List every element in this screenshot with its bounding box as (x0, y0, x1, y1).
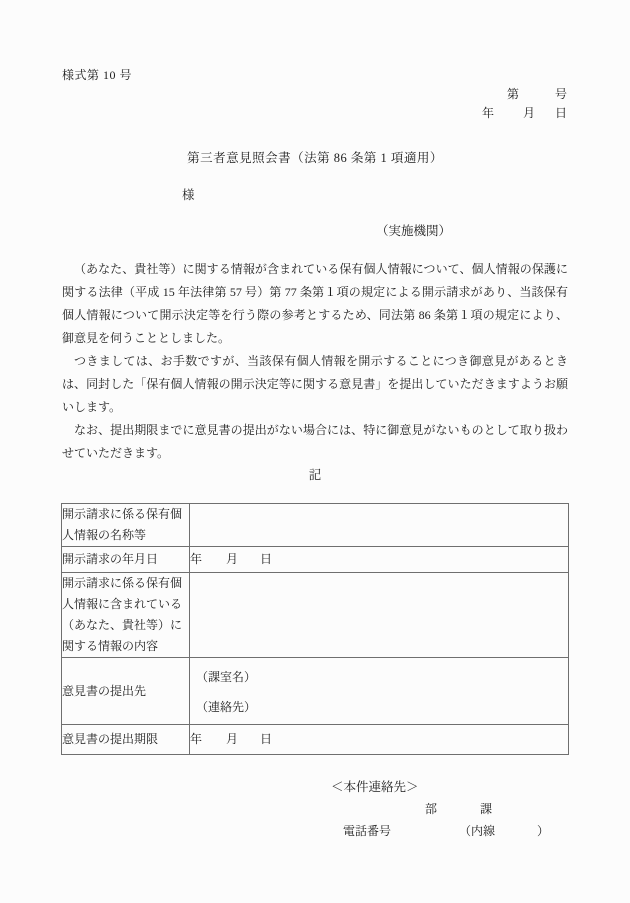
table-row (62, 658, 569, 725)
doc-number-prefix: 第 (507, 87, 520, 101)
date-line (482, 104, 567, 121)
request-date-year-blank (202, 562, 226, 563)
request-date-day: 日 (260, 552, 273, 566)
destination-office-label: （課室名） (196, 670, 257, 684)
deadline-year-blank (202, 742, 226, 743)
row-value-info-content (190, 573, 569, 658)
request-date-year: 年 (190, 552, 203, 566)
destination-contact-label: （連絡先） (196, 700, 257, 714)
row-value-submission-deadline (190, 725, 569, 755)
deadline-day: 日 (260, 732, 273, 746)
row-label-request-date: 開示請求の年月日 (62, 547, 190, 573)
body-paragraph-2: つきましては、お手数ですが、当該保有個人情報を開示することにつき御意見があるときは、同封した「保有個人情報の開示決定等に関する意見書」を提出していただきますようお願いします。 (62, 354, 568, 414)
table-row (62, 573, 569, 658)
contact-header: ＜本件連絡先＞ (331, 780, 419, 794)
table-row (62, 725, 569, 755)
contact-section-label: 課 (480, 802, 493, 816)
inquiry-details-table (61, 503, 569, 755)
row-value-submission-destination (190, 658, 569, 725)
row-label-submission-deadline: 意見書の提出期限 (62, 725, 190, 755)
row-label-held-info-name: 開示請求に係る保有個人情報の名称等 (62, 504, 190, 547)
row-label-info-content: 開示請求に係る保有個人情報に含まれている（あなた、貴社等）に関する情報の内容 (62, 573, 190, 658)
date-month-blank (535, 116, 555, 117)
date-year-label: 年 (482, 106, 495, 120)
recipient-honorific: 様 (182, 188, 195, 202)
deadline-year: 年 (190, 732, 203, 746)
contact-extension-close: ） (537, 824, 550, 838)
contact-dept-label: 部 (425, 802, 438, 816)
section-marker-ki: 記 (308, 468, 322, 482)
contact-extension-open: （内線 (459, 824, 496, 838)
document-title: 第三者意見照会書（法第 86 条第 1 項適用） (187, 151, 443, 165)
doc-number-suffix: 号 (555, 87, 568, 101)
date-year-blank (494, 116, 523, 117)
form-number: 様式第 10 号 (62, 68, 133, 82)
body-paragraph-1: （あなた、貴社等）に関する情報が含まれている保有個人情報について、個人情報の保護に関する法律（平成 15 年法律第 57 号）第 77 条第１項の規定による開示請求があり、当該保有個人情報について開示決定等を行う際の参考とするため、同法第 86 条第１項の規定により、御意見を伺うこととしました。 (62, 262, 568, 345)
contact-phone-label: 電話番号 (343, 824, 392, 838)
implementing-agency-label: （実施機関） (376, 224, 452, 238)
row-value-request-date (190, 547, 569, 573)
date-day-label: 日 (555, 106, 568, 120)
body-paragraph-3: なお、提出期限までに意見書の提出がない場合には、特に御意見がないものとして取り扱わせていただきます。 (62, 423, 568, 460)
doc-number-line (507, 85, 567, 102)
deadline-month: 月 (226, 732, 239, 746)
body-text (62, 258, 568, 465)
submission-destination-fields (190, 658, 568, 723)
request-date-month-blank (238, 562, 260, 563)
table-row (62, 547, 569, 573)
row-value-held-info-name (190, 504, 569, 547)
table-row (62, 504, 569, 547)
deadline-month-blank (238, 742, 260, 743)
date-month-label: 月 (523, 106, 536, 120)
doc-number-blank (519, 97, 555, 98)
row-label-submission-destination: 意見書の提出先 (62, 658, 190, 725)
request-date-month: 月 (226, 552, 239, 566)
